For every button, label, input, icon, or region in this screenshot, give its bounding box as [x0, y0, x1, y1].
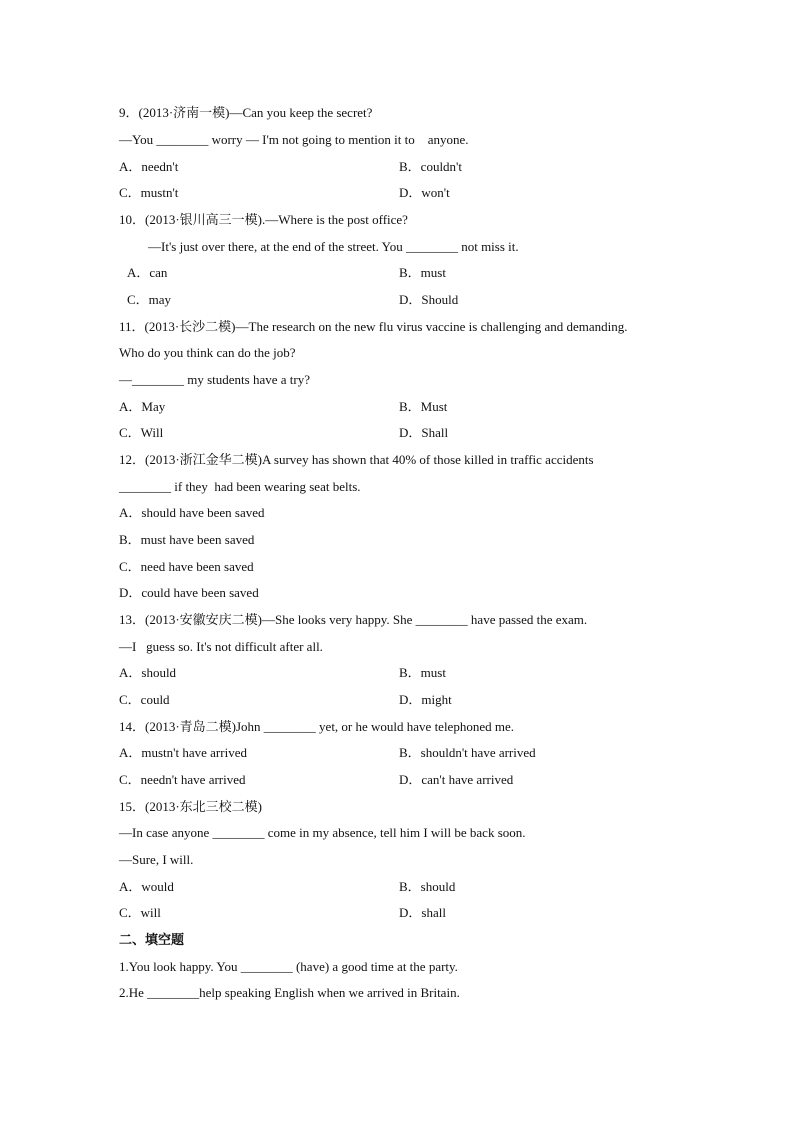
q10-stem: 10．(2013·银川高三一模).—Where is the post office? — [119, 212, 408, 227]
q9-option-c: C．mustn't — [119, 185, 179, 200]
q13-option-c: C．could — [119, 692, 170, 707]
q9-line2: —You ________ worry — I'm not going to mention it to anyone. — [119, 132, 469, 147]
q10-option-d: D．Should — [399, 292, 459, 307]
q14-stem: 14．(2013·青岛二模)John ________ yet, or he would have telephoned me. — [119, 719, 514, 734]
fill-item-2: 2.He ________help speaking English when we arrived in Britain. — [119, 985, 460, 1000]
q13-option-b: B．must — [399, 665, 446, 680]
q15-line2: —In case anyone ________ come in my absence, tell him I will be back soon. — [119, 825, 526, 840]
q15-option-d: D．shall — [399, 905, 446, 920]
q9-option-a: A．needn't — [119, 159, 179, 174]
q15-stem: 15．(2013·东北三校二模) — [119, 799, 262, 814]
q13-stem: 13．(2013·安徽安庆二模)—She looks very happy. She ________ have passed the exam. — [119, 612, 588, 627]
q10-line2: —It's just over there, at the end of the street. You ________ not miss it. — [148, 239, 519, 254]
q10-option-b: B．must — [399, 265, 446, 280]
q10-option-a: A．can — [127, 265, 168, 280]
section2-heading: 二、填空题 — [119, 932, 185, 947]
q9-option-b: B．couldn't — [399, 159, 463, 174]
q12-option-a: A．should have been saved — [119, 505, 265, 520]
q9-stem: 9．(2013·济南一模)—Can you keep the secret? — [119, 105, 373, 120]
q11-option-d: D．Shall — [399, 425, 449, 440]
q11-stem: 11．(2013·长沙二模)—The research on the new flu virus vaccine is challenging and demanding. — [119, 319, 628, 334]
q15-line3: —Sure, I will. — [119, 852, 194, 867]
fill-item-1: 1.You look happy. You ________ (have) a good time at the party. — [119, 959, 458, 974]
q9-option-d: D．won't — [399, 185, 450, 200]
q13-option-d: D．might — [399, 692, 452, 707]
q12-stem: 12．(2013·浙江金华二模)A survey has shown that 40% of those killed in traffic accidents — [119, 452, 594, 467]
q13-option-a: A．should — [119, 665, 177, 680]
q11-line3: —________ my students have a try? — [119, 372, 310, 387]
q12-option-b: B．must have been saved — [119, 532, 255, 547]
q13-line2: —I guess so. It's not difficult after all. — [119, 639, 323, 654]
q14-option-a: A．mustn't have arrived — [119, 745, 247, 760]
q15-option-a: A．would — [119, 879, 174, 894]
q15-option-b: B．should — [399, 879, 456, 894]
q14-option-c: C．needn't have arrived — [119, 772, 246, 787]
q12-line2: ________ if they had been wearing seat belts. — [119, 479, 361, 494]
q12-option-d: D．could have been saved — [119, 585, 259, 600]
q14-option-b: B．shouldn't have arrived — [399, 745, 536, 760]
q14-option-d: D．can't have arrived — [399, 772, 514, 787]
q11-option-a: A．May — [119, 399, 166, 414]
q15-option-c: C．will — [119, 905, 161, 920]
q12-option-c: C．need have been saved — [119, 559, 254, 574]
q10-option-c: C．may — [127, 292, 172, 307]
q11-option-b: B．Must — [399, 399, 448, 414]
q11-option-c: C．Will — [119, 425, 164, 440]
q11-line2: Who do you think can do the job? — [119, 345, 296, 360]
